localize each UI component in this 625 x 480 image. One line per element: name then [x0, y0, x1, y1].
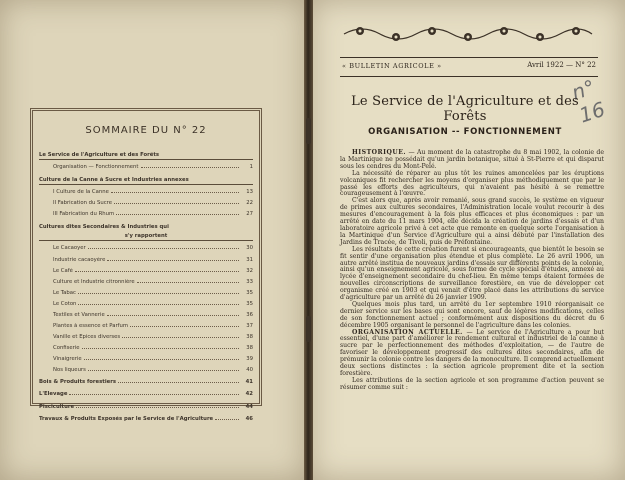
leader-dots: [122, 337, 239, 338]
paragraph-text: Les attributions de la section agricole et son programme d'action peuvent se résumer comme suit :: [340, 376, 604, 391]
summary-item-label: Organisation — Fonctionnement: [53, 164, 139, 170]
summary-item: [39, 416, 253, 422]
summary-item-page: 41: [245, 379, 253, 385]
summary-item-label: Le Cacaoyer: [53, 245, 86, 251]
summary-item: [39, 268, 253, 274]
summary-item: [39, 312, 253, 318]
summary-item: [39, 345, 253, 351]
summary-item: [39, 379, 253, 385]
leader-dots: [116, 214, 239, 215]
summary-item-label: I Culture de la Canne: [53, 189, 109, 195]
summary-item-page: 38: [246, 334, 253, 340]
summary-item-label: Le Café: [53, 268, 73, 274]
summary-item-label: Le Tabac: [53, 290, 76, 296]
summary-item: [39, 301, 253, 307]
summary-item-label: Textiles et Vannerie: [53, 312, 105, 318]
article-paragraph: [340, 330, 604, 378]
leader-dots: [69, 394, 239, 395]
summary-item-page: 32: [246, 268, 253, 274]
article-paragraph: [340, 198, 604, 246]
leader-dots: [107, 260, 239, 261]
summary-item-label: Bois & Produits forestiers: [39, 379, 116, 385]
summary-item: [39, 323, 253, 329]
article-paragraph: [340, 150, 604, 171]
leader-dots: [88, 370, 239, 371]
summary-item: [39, 211, 253, 217]
paragraph-text: — Le service de l'Agriculture a pour but essentiel, d'une part d'améliorer le rendement cultural et industriel de la canne à sucre par le perfectionnement des méthodes d'exploitation, — de l'autre de favoriser le développement progressif des cultures dites secondaires, afin de prémunir la colonie contre les dangers de la monoculture. Il comprend actuellement deux sections distinctes : la section agricole proprement dite et la section forestière.: [340, 328, 604, 377]
summary-item-page: 38: [246, 345, 253, 351]
summary-item: [39, 164, 253, 170]
summary-section-heading: Le Service de l'Agriculture et des Forêts: [39, 152, 253, 160]
summary-item-label: Industrie cacaoyère: [53, 257, 106, 263]
summary-item: [39, 189, 253, 195]
summary-item-page: 36: [246, 312, 253, 318]
summary-item: [39, 200, 253, 206]
summary-item-page: 46: [245, 416, 253, 422]
summary-item-page: 22: [246, 200, 253, 206]
leader-dots: [118, 382, 239, 383]
summary-item-label: Pisciculture: [39, 404, 75, 410]
summary-item-page: 42: [245, 391, 253, 397]
staple: [306, 316, 311, 342]
leader-dots: [76, 407, 239, 408]
summary-item-page: 33: [246, 279, 253, 285]
leader-dots: [130, 326, 239, 327]
summary-item-label: II Fabrication du Sucre: [53, 200, 112, 206]
paragraph-lead: HISTORIQUE.: [352, 149, 407, 156]
summary-item-label: Le Coton: [53, 301, 77, 307]
summary-item-label: Vinaigrerie: [53, 356, 82, 362]
summary-item-label: III Fabrication du Rhum: [53, 211, 115, 217]
paragraph-lead: ORGANISATION ACTUELLE.: [352, 328, 463, 336]
summary-item: [39, 391, 253, 397]
leader-dots: [84, 359, 239, 360]
summary-section-heading: s'y rapportent: [39, 233, 253, 241]
summary-item-label: Travaux & Produits Exposés par le Service de l'Agriculture: [39, 416, 214, 422]
summary-section-heading: Culture de la Canne à Sucre et Industries annexes: [39, 177, 253, 185]
summary-item-page: 27: [246, 211, 253, 217]
summary-item-page: 35: [246, 290, 253, 296]
summary-item: [39, 367, 253, 373]
paragraph-text: C'est alors que, après avoir remanié, sous grand succès, le système en vigueur de primes aux cultures secondaires, l'Administration locale voulut recourir à des mesures d'encouragement à la fois plus efficaces et plus économiques : par un arrêté en date du 11 mars 1904, elle décida la création de jardins d'essais et d'un laboratoire agricole privé à cet acte que remonte en quelque sorte l'organisation à la Martinique d'un Service d'Agriculture qui a ainsi débuté par l'installation des Jardins de Tracée, de Tivoli, puis de Préfontaine.: [340, 197, 604, 246]
paragraph-text: Quelques mois plus tard, un arrêté du 1er septembre 1910 réorganisait ce dernier service sur les bases qui sont encore, sauf de légères modifications, celles de son fonctionnement actuel ; conformément aux dispositions du décret du 6 décembre 1905 organisant le personnel de l'agriculture dans les colonies.: [340, 300, 604, 329]
summary-item-page: 31: [246, 257, 253, 263]
floral-ornament-icon: [342, 22, 594, 46]
summary-item-label: Nos liqueurs: [53, 367, 86, 373]
summary-box: [30, 108, 262, 422]
article-paragraph: [340, 171, 604, 199]
summary-item-page: 37: [246, 323, 253, 329]
leader-dots: [88, 248, 239, 249]
staple: [306, 118, 311, 144]
summary-item-label: Confiserie: [53, 345, 80, 351]
leader-dots: [78, 304, 239, 305]
bulletin-label: « BULLETIN AGRICOLE »: [342, 62, 442, 70]
summary-item: [39, 356, 253, 362]
summary-item-page: 30: [246, 245, 253, 251]
article-paragraph: [340, 378, 604, 392]
summary-item-page: 13: [246, 189, 253, 195]
summary-section-heading: Cultures dites Secondaires & Industries qui: [39, 224, 169, 230]
summary-item: [39, 290, 253, 296]
leader-dots: [215, 419, 239, 420]
summary-item-page: 40: [246, 367, 253, 373]
summary-item-page: 35: [246, 301, 253, 307]
summary-item-page: 1: [249, 164, 253, 170]
summary-item: [39, 279, 253, 285]
leader-dots: [82, 348, 239, 349]
summary-item-label: Culture et Industrie citronnière: [53, 279, 135, 285]
article-paragraph: [340, 302, 604, 330]
paragraph-text: Les résultats de cette création furent si encourageants, que bientôt le besoin se fit sentir d'une organisation plus étendue et plus complète. Le 26 avril 1906, un autre arrêté institua de nouveaux jardins d'essais sur différents points de la colonie, ainsi qu'un enseignement agricole, sous forme de cycle spécial d'études, annexé au lycée d'enseignement secondaire du chef-lieu. En même temps étaient formées de nouvelles circonscriptions de surveillance forestière, en vue de développer cet organisme créé en 1903 et qui venait d'être placé dans les attributions du service d'agriculture par un arrêté du 26 janvier 1909.: [340, 245, 604, 302]
leader-dots: [78, 293, 239, 294]
leader-dots: [111, 192, 239, 193]
leader-dots: [107, 315, 239, 316]
paragraph-text: — Au moment de la catastrophe du 8 mai 1902, la colonie de la Martinique ne possédait qu'un jardin botanique, situé à St-Pierre et qui disparut sous les cendres du Mont-Pelé.: [340, 149, 604, 170]
summary-item-label: L'Élevage: [39, 391, 68, 397]
summary-item: [39, 334, 253, 340]
article-paragraph: [340, 247, 604, 302]
summary-title: SOMMAIRE DU N° 22: [85, 125, 207, 136]
summary-item-page: 39: [246, 356, 253, 362]
paragraph-text: La nécessité de réparer au plus tôt les ruines amoncelées par les éruptions volcaniques fit rechercher les moyens d'organiser plus méthodiquement que par le passé les efforts des agriculteurs, qui n'avaient pas hésité à se remettre courageusement à l'œuvre.: [340, 169, 604, 198]
summary-item-label: Plantes à essence et Parfum: [53, 323, 129, 329]
book-gutter: [304, 0, 313, 480]
bulletin-header: [340, 57, 598, 77]
summary-item: [39, 245, 253, 251]
leader-dots: [114, 203, 239, 204]
leader-dots: [141, 167, 240, 168]
summary-item-page: 44: [245, 404, 253, 410]
summary-item-label: Vanille et Épices diverses: [53, 334, 121, 340]
page-subtitle: ORGANISATION -- FONCTIONNEMENT: [368, 127, 562, 137]
leader-dots: [75, 271, 239, 272]
leader-dots: [137, 282, 239, 283]
summary-item: [39, 404, 253, 410]
article-body: [340, 150, 604, 392]
issue-date: Avril 1922 — N° 22: [527, 61, 596, 69]
handwritten-annotation: n° 16: [568, 74, 608, 128]
summary-item: [39, 257, 253, 263]
page-title: Le Service de l'Agriculture et des Forêts: [351, 94, 579, 124]
